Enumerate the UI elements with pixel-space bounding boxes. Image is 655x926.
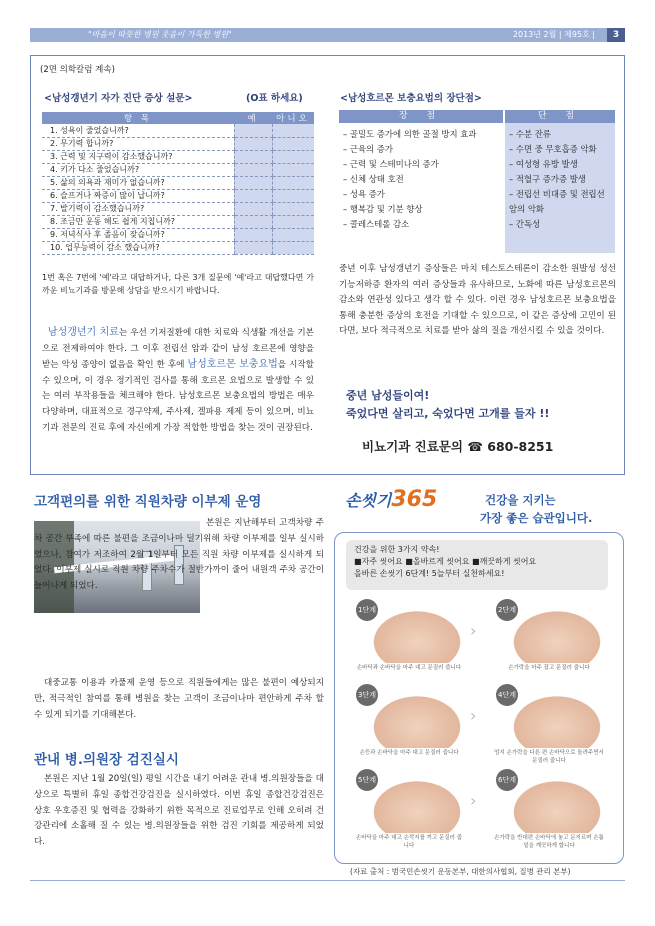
- yes-cell[interactable]: [234, 215, 272, 228]
- pro-item: – 행복감 및 기분 향상: [343, 204, 423, 214]
- handwash-logo: 손씻기365: [345, 487, 438, 512]
- cons-header: 단 점: [505, 110, 615, 123]
- no-cell[interactable]: [272, 124, 314, 137]
- midlife-paragraph: 중년 이후 남성갱년기 증상들은 마치 테스토스테론이 감소한 원발성 성선기능저하증 환자의 여러 증상들과 유사하므로, 노화에 따른 남성호르몬의 감소와 연관성 있다고 생각 할 수 있다. 이런 경우 남성호르몬 보충요법을 통해 충분한 증상의 호전을 기대할 수 있으므로, 이 같은 증상에 고민이 된다면, 보다 적극적으로 치료를 받아 삶의 질을 개선시킬 수 있을 것이다.: [339, 264, 616, 337]
- article1-title: 고객편의를 위한 직원차량 이부제 운영: [34, 494, 262, 510]
- handwash-rules: [346, 540, 608, 590]
- survey-question: 1. 성욕이 줄었습니까?: [42, 124, 234, 137]
- arrow-icon: ›: [470, 621, 477, 640]
- survey-header-item: 항 목: [42, 112, 234, 124]
- yes-cell[interactable]: [234, 124, 272, 137]
- pros-list: [339, 123, 503, 253]
- survey-question: 9. 저녁식사 후 졸음이 잦습니까?: [42, 228, 234, 241]
- survey-row: [42, 228, 314, 241]
- step-caption: 손바닥을 마주 대고 손깍지를 끼고 문질러 줍니다: [355, 835, 463, 849]
- step-caption: 손바닥과 손바닥을 마주 대고 문질러 줍니다: [356, 665, 462, 671]
- no-cell[interactable]: [272, 215, 314, 228]
- slogan-line1: 중년 남성들이여!: [346, 389, 430, 402]
- yes-cell[interactable]: [234, 163, 272, 176]
- rule-line3: 올바른 손씻기 6단계! 5늘부터 실천하세요!: [354, 569, 505, 578]
- survey-note: 1번 혹은 7번에 '예'라고 대답하거나, 다른 3개 질문에 '예'라고 대답했다면 가까운 비뇨기과를 방문해 상담을 받으시기 바랍니다.: [42, 273, 314, 295]
- yes-cell[interactable]: [234, 228, 272, 241]
- no-cell[interactable]: [272, 137, 314, 150]
- step-badge: 2단계: [496, 599, 518, 621]
- article2-body: 본원은 지난 1월 20일(일) 평일 시간을 내기 어려운 관내 병.의원장들을 대상으로 특별히 휴일 종합건강검진을 실시하였다. 이번 휴일 종합건강검진은 상호 우호증진 및 협력을 강화하기 위한 목적으로 진료업무로 인해 오히려 건강관리에 소홀해 질 수 있는 병.의원장들을 위한 검진 기회를 제공하게 되었다.: [34, 774, 324, 848]
- survey-row: [42, 150, 314, 163]
- clinic-label: 비뇨기과 진료문의: [362, 439, 463, 454]
- header-slogan: "마음이 따뜻한 병원 웃음이 가득한 병원": [88, 30, 232, 39]
- pro-item: – 성욕 증가: [343, 189, 385, 199]
- con-item: – 수분 잔류: [509, 129, 551, 139]
- survey-question: 2. 무기력 합니까?: [42, 137, 234, 150]
- clinic-contact: [362, 437, 553, 455]
- handwash-tagline-1: 건강을 지키는: [485, 493, 556, 507]
- survey-question: 4. 키가 다소 줄었습니까?: [42, 163, 234, 176]
- pro-item: – 콜레스테롤 감소: [343, 219, 410, 229]
- yes-cell[interactable]: [234, 150, 272, 163]
- con-item: – 전립선 비대증 및 전립선 암의 악화: [509, 189, 605, 214]
- survey-row: [42, 137, 314, 150]
- slogan-line2: 죽었다면 살리고, 숙었다면 고개를 들자 !!: [346, 407, 550, 420]
- yes-cell[interactable]: [234, 241, 272, 254]
- con-item: – 적혈구 증가증 발생: [509, 174, 586, 184]
- phone-icon: ☎: [467, 439, 483, 454]
- step-caption: 손가락을 마주 잡고 문질러 줍니다: [508, 665, 590, 671]
- step-badge: 1단계: [356, 599, 378, 621]
- no-cell[interactable]: [272, 176, 314, 189]
- page-header: [30, 28, 625, 42]
- con-item: – 여성형 유방 발생: [509, 159, 578, 169]
- rule-line1: 건강을 위한 3가지 약속!: [354, 545, 440, 554]
- yes-cell[interactable]: [234, 176, 272, 189]
- survey-row: [42, 124, 314, 137]
- proscons-title: <남성호르몬 보충요법의 장단점>: [340, 93, 482, 104]
- article1-body: 본원은 지난해부터 고객차량 주차 공간 부족에 따른 불편을 조금이나마 덜기위해 차량 이부제를 일부 실시하였으나, 참여가 저조하여 2월 1일부터 모든 직원 차량 이부제를 실시하게 되었다. 이부제 실시로 직원 차량 주차수가 절반가까이 줄어 내원객 주차 공간이 늘어나게 되었다.: [34, 518, 324, 592]
- treatment-paragraph: 남성갱년기 치료는 우선 기저질환에 대한 치료와 식생활 개선을 기본으로 전제하여야 한다. 그 이후 전립선 암과 같이 남성 호르몬에 영향을 받는 악성 종양이 없음을 확인 한 후에 남성호르몬 보충요법을 시작할 수 있으며, 이 경우 정기적인 검사를 통해 호르몬 요법으로 발생할 수 있는 여러 부작용들을 체크해야 한다. 남성호르몬 보충요법의 방법은 매우 다양하며, 대표적으로 경구약제, 주사제, 겔파용 제제 등이 있으며, 비뇨기과 전문의 진료 후에 자신에게 가장 적합한 방법을 찾는 것이 권장된다.: [42, 327, 314, 433]
- survey-row: [42, 215, 314, 228]
- article1-body2: 대중교통 이용과 카풀제 운영 등으로 직원들에게는 많은 불편이 예상되지만, 적극적인 참여를 통해 병원을 찾는 고객이 조금이나마 편안하게 주차 할 수 있게 되기를 기대해본다.: [34, 678, 324, 720]
- page-number: 3: [607, 28, 625, 42]
- clinic-phone: 680-8251: [487, 439, 554, 454]
- rule-line2: ■자주 씻어요 ■올바르게 씻어요 ■깨끗하게 씻어요: [354, 557, 537, 566]
- slogan-block: [346, 387, 549, 423]
- survey-row: [42, 189, 314, 202]
- survey-row: [42, 202, 314, 215]
- survey-question: 3. 근력 및 지구력이 감소했습니까?: [42, 150, 234, 163]
- no-cell[interactable]: [272, 241, 314, 254]
- yes-cell[interactable]: [234, 202, 272, 215]
- step-caption: 손가락을 반대편 손바닥에 놓고 문지르며 손톱 밑을 깨끗하게 합니다: [494, 835, 604, 849]
- pro-item: – 근력 및 스테미나의 증가: [343, 159, 439, 169]
- no-cell[interactable]: [272, 228, 314, 241]
- step-badge: 5단계: [356, 769, 378, 791]
- step-caption: 엄지 손가락을 다른 편 손바닥으로 돌려주면서 문질러 줍니다: [494, 750, 604, 764]
- survey-title: <남성갱년기 자가 진단 증상 설문>: [44, 93, 193, 104]
- pro-item: – 신체 상태 호전: [343, 174, 404, 184]
- survey-row: [42, 241, 314, 254]
- cons-list: [505, 123, 615, 253]
- continued-note: (2면 의학칼럼 계속): [40, 65, 115, 75]
- step-badge: 4단계: [496, 684, 518, 706]
- bottom-rule: [30, 880, 625, 881]
- no-cell[interactable]: [272, 189, 314, 202]
- step-caption: 손등과 손바닥을 마주 대고 문질러 줍니다: [359, 750, 459, 756]
- handwash-source: (자료 출처 : 범국민손씻기 운동본부, 대한의사협회, 질병 관리 본부): [350, 867, 571, 876]
- survey-question: 6. 슬프거나 짜증이 많이 납니까?: [42, 189, 234, 202]
- article2-title: 관내 병.의원장 검진실시: [34, 752, 179, 768]
- survey-mark-hint: (O표 하세요): [246, 93, 303, 104]
- survey-question: 8. 조금만 운동 해도 쉽게 지칩니까?: [42, 215, 234, 228]
- yes-cell[interactable]: [234, 137, 272, 150]
- survey-question: 10. 업무능력이 감소 했습니까?: [42, 241, 234, 254]
- proscons-table: [339, 110, 615, 253]
- pros-header: 장 점: [339, 110, 503, 123]
- no-cell[interactable]: [272, 150, 314, 163]
- treatment-lead: 남성갱년기 치료: [47, 327, 119, 338]
- survey-row: [42, 176, 314, 189]
- con-item: – 간독성: [509, 219, 541, 229]
- yes-cell[interactable]: [234, 189, 272, 202]
- survey-header-no: 아니오: [272, 112, 314, 124]
- treatment-highlight: 남성호르몬 보충요법: [187, 359, 278, 371]
- handwash-tagline-2: 가장 좋은 습관입니다.: [480, 511, 593, 525]
- arrow-icon: ›: [470, 791, 477, 810]
- header-issue: 2013년 2월 | 제95호 |: [512, 30, 595, 39]
- arrow-icon: ›: [470, 706, 477, 725]
- survey-question: 5. 삶의 의욕과 재미가 없습니까?: [42, 176, 234, 189]
- survey-table: [42, 112, 314, 255]
- con-item: – 수면 중 무호흡증 악화: [509, 144, 597, 154]
- survey-row: [42, 163, 314, 176]
- pro-item: – 근육의 증가: [343, 144, 393, 154]
- survey-question: 7. 발기력이 감소했습니까?: [42, 202, 234, 215]
- no-cell[interactable]: [272, 202, 314, 215]
- step-badge: 6단계: [496, 769, 518, 791]
- pro-item: – 골밀도 증가에 의한 골절 방지 효과: [343, 129, 477, 139]
- survey-header-yes: 예: [234, 112, 272, 124]
- no-cell[interactable]: [272, 163, 314, 176]
- step-badge: 3단계: [356, 684, 378, 706]
